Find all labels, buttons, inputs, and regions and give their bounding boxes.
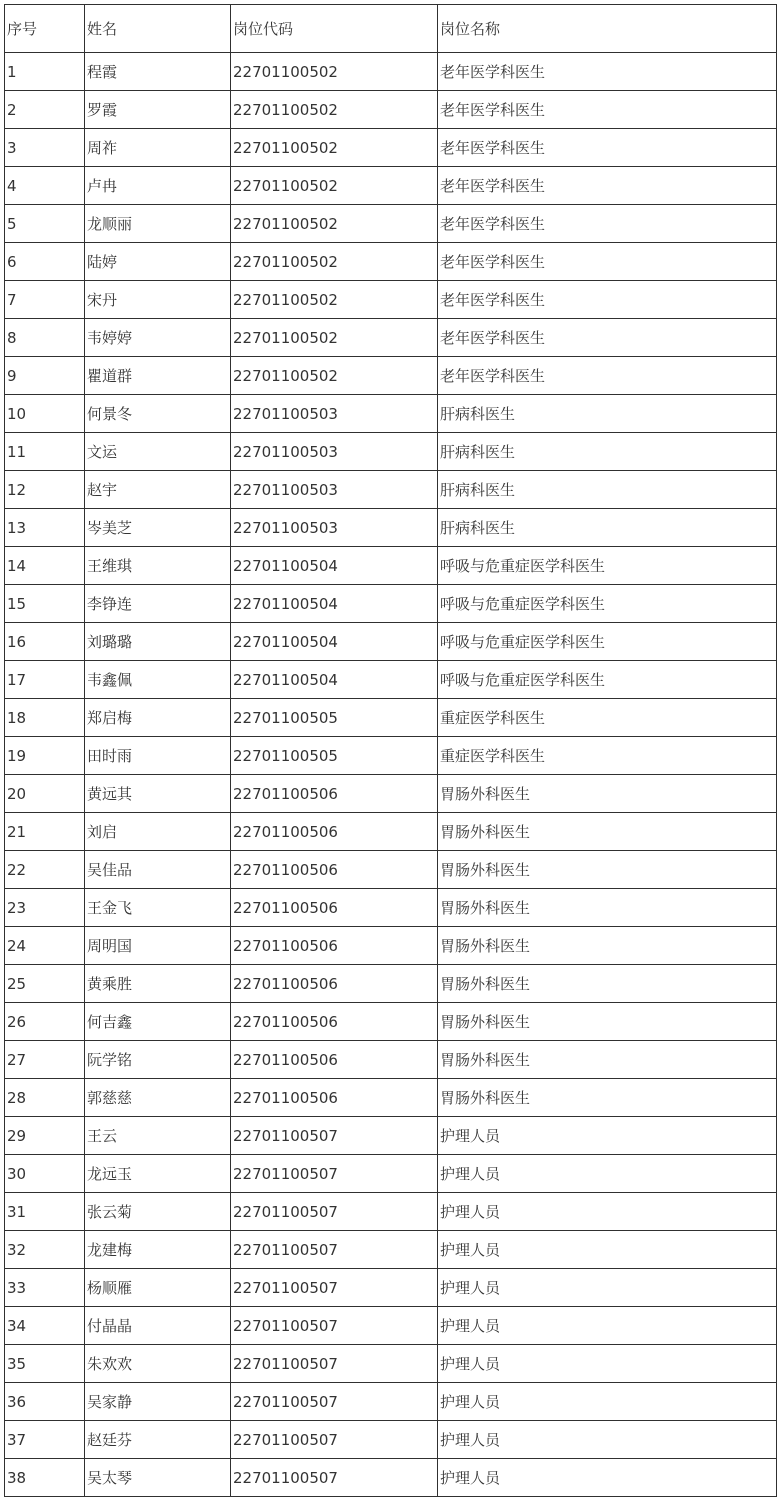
header-row: [5, 5, 777, 53]
table-cell-no: 23: [5, 889, 85, 927]
table-cell-name: 王金飞: [85, 889, 231, 927]
table-cell-title: 胃肠外科医生: [438, 775, 777, 813]
table-row: [5, 1117, 777, 1155]
table-cell-code: 22701100507: [231, 1117, 438, 1155]
table-cell-title: 胃肠外科医生: [438, 1003, 777, 1041]
table-cell-no: 21: [5, 813, 85, 851]
table-cell-no: 8: [5, 319, 85, 357]
table-cell-code: 22701100504: [231, 585, 438, 623]
table-cell-code: 22701100507: [231, 1421, 438, 1459]
table-row: [5, 471, 777, 509]
table-cell-no: 22: [5, 851, 85, 889]
table-cell-name: 韦鑫佩: [85, 661, 231, 699]
table-cell-name: 朱欢欢: [85, 1345, 231, 1383]
table-cell-title: 护理人员: [438, 1383, 777, 1421]
table-cell-title: 老年医学科医生: [438, 167, 777, 205]
table-cell-name: 程霞: [85, 53, 231, 91]
table-cell-title: 老年医学科医生: [438, 53, 777, 91]
table-row: [5, 91, 777, 129]
table-cell-name: 张云菊: [85, 1193, 231, 1231]
table-cell-code: 22701100504: [231, 547, 438, 585]
table-cell-no: 20: [5, 775, 85, 813]
table-row: [5, 1193, 777, 1231]
table-cell-code: 22701100506: [231, 813, 438, 851]
table-cell-code: 22701100507: [231, 1345, 438, 1383]
header-cell: 岗位代码: [231, 5, 438, 53]
table-row: [5, 1459, 777, 1497]
table-cell-name: 龙建梅: [85, 1231, 231, 1269]
table-cell-name: 岑美芝: [85, 509, 231, 547]
table-cell-no: 28: [5, 1079, 85, 1117]
table-row: [5, 1155, 777, 1193]
table-row: [5, 737, 777, 775]
table-cell-no: 4: [5, 167, 85, 205]
table-row: [5, 775, 777, 813]
table-cell-title: 护理人员: [438, 1117, 777, 1155]
table-cell-code: 22701100503: [231, 509, 438, 547]
table-cell-name: 瞿道群: [85, 357, 231, 395]
table-cell-name: 田时雨: [85, 737, 231, 775]
table-row: [5, 699, 777, 737]
table-cell-name: 龙远玉: [85, 1155, 231, 1193]
table-row: [5, 1345, 777, 1383]
table-cell-code: 22701100505: [231, 699, 438, 737]
table-row: [5, 927, 777, 965]
table-cell-code: 22701100506: [231, 775, 438, 813]
table-cell-title: 护理人员: [438, 1421, 777, 1459]
table-cell-title: 老年医学科医生: [438, 319, 777, 357]
table-cell-name: 刘启: [85, 813, 231, 851]
table-row: [5, 851, 777, 889]
table-cell-no: 2: [5, 91, 85, 129]
table-cell-title: 肝病科医生: [438, 509, 777, 547]
table-cell-no: 7: [5, 281, 85, 319]
table-cell-no: 10: [5, 395, 85, 433]
table-cell-title: 胃肠外科医生: [438, 851, 777, 889]
table-cell-no: 35: [5, 1345, 85, 1383]
table-cell-code: 22701100507: [231, 1307, 438, 1345]
table-row: [5, 395, 777, 433]
table-cell-title: 胃肠外科医生: [438, 927, 777, 965]
table-cell-no: 31: [5, 1193, 85, 1231]
table-cell-no: 9: [5, 357, 85, 395]
table-cell-no: 37: [5, 1421, 85, 1459]
table-cell-title: 护理人员: [438, 1345, 777, 1383]
table-cell-no: 15: [5, 585, 85, 623]
table-cell-code: 22701100502: [231, 53, 438, 91]
table-cell-code: 22701100502: [231, 243, 438, 281]
table-cell-name: 赵廷芬: [85, 1421, 231, 1459]
table-cell-name: 吴太琴: [85, 1459, 231, 1497]
table-cell-no: 26: [5, 1003, 85, 1041]
table-cell-no: 11: [5, 433, 85, 471]
table-cell-title: 胃肠外科医生: [438, 1041, 777, 1079]
table-cell-code: 22701100502: [231, 205, 438, 243]
table-cell-title: 护理人员: [438, 1193, 777, 1231]
table-row: [5, 1421, 777, 1459]
table-cell-name: 吴家静: [85, 1383, 231, 1421]
table-cell-code: 22701100505: [231, 737, 438, 775]
table-row: [5, 547, 777, 585]
header-cell: 序号: [5, 5, 85, 53]
table-cell-no: 19: [5, 737, 85, 775]
table-cell-name: 郭慈慈: [85, 1079, 231, 1117]
table-cell-name: 赵宇: [85, 471, 231, 509]
table-cell-name: 卢冉: [85, 167, 231, 205]
table-cell-name: 吴佳品: [85, 851, 231, 889]
table-cell-code: 22701100507: [231, 1155, 438, 1193]
table-cell-title: 护理人员: [438, 1307, 777, 1345]
table-cell-no: 36: [5, 1383, 85, 1421]
table-cell-name: 周明国: [85, 927, 231, 965]
table-cell-title: 胃肠外科医生: [438, 1079, 777, 1117]
table-cell-title: 呼吸与危重症医学科医生: [438, 661, 777, 699]
table-cell-code: 22701100507: [231, 1459, 438, 1497]
table-cell-no: 16: [5, 623, 85, 661]
table-cell-name: 文运: [85, 433, 231, 471]
table-cell-code: 22701100502: [231, 91, 438, 129]
table-cell-no: 14: [5, 547, 85, 585]
table-cell-no: 6: [5, 243, 85, 281]
table-cell-code: 22701100503: [231, 471, 438, 509]
table-row: [5, 1307, 777, 1345]
table-row: [5, 357, 777, 395]
table-cell-code: 22701100506: [231, 1041, 438, 1079]
table-cell-no: 30: [5, 1155, 85, 1193]
table-cell-code: 22701100507: [231, 1269, 438, 1307]
table-cell-code: 22701100506: [231, 1003, 438, 1041]
table-row: [5, 1041, 777, 1079]
table-cell-name: 王云: [85, 1117, 231, 1155]
table-cell-code: 22701100504: [231, 623, 438, 661]
table-cell-no: 27: [5, 1041, 85, 1079]
table-row: [5, 281, 777, 319]
table-cell-code: 22701100506: [231, 1079, 438, 1117]
header-cell: 岗位名称: [438, 5, 777, 53]
table-row: [5, 1079, 777, 1117]
table-cell-title: 呼吸与危重症医学科医生: [438, 585, 777, 623]
table-cell-name: 黄乘胜: [85, 965, 231, 1003]
table-row: [5, 1383, 777, 1421]
table-cell-no: 34: [5, 1307, 85, 1345]
table-cell-title: 呼吸与危重症医学科医生: [438, 547, 777, 585]
table-row: [5, 1003, 777, 1041]
table-row: [5, 433, 777, 471]
table-cell-title: 肝病科医生: [438, 395, 777, 433]
table-cell-title: 肝病科医生: [438, 433, 777, 471]
header-cell: 姓名: [85, 5, 231, 53]
table-row: [5, 813, 777, 851]
table-cell-title: 护理人员: [438, 1155, 777, 1193]
table-cell-title: 胃肠外科医生: [438, 813, 777, 851]
table-cell-no: 12: [5, 471, 85, 509]
table-cell-name: 何吉鑫: [85, 1003, 231, 1041]
table-cell-title: 重症医学科医生: [438, 737, 777, 775]
table-cell-no: 18: [5, 699, 85, 737]
table-cell-code: 22701100502: [231, 129, 438, 167]
table-cell-title: 老年医学科医生: [438, 129, 777, 167]
table-cell-code: 22701100504: [231, 661, 438, 699]
table-cell-title: 老年医学科医生: [438, 243, 777, 281]
table-cell-title: 重症医学科医生: [438, 699, 777, 737]
table-cell-title: 老年医学科医生: [438, 357, 777, 395]
table-row: [5, 585, 777, 623]
table-cell-code: 22701100503: [231, 395, 438, 433]
table-cell-title: 胃肠外科医生: [438, 889, 777, 927]
table-cell-no: 25: [5, 965, 85, 1003]
table-body: [5, 53, 777, 1497]
table-row: [5, 205, 777, 243]
table-cell-name: 韦婷婷: [85, 319, 231, 357]
table-cell-name: 罗霞: [85, 91, 231, 129]
table-header: [5, 5, 777, 53]
table-cell-code: 22701100507: [231, 1193, 438, 1231]
table-cell-name: 周祚: [85, 129, 231, 167]
table-cell-code: 22701100502: [231, 167, 438, 205]
table-cell-no: 29: [5, 1117, 85, 1155]
table-cell-name: 宋丹: [85, 281, 231, 319]
table-cell-no: 3: [5, 129, 85, 167]
table-cell-title: 护理人员: [438, 1459, 777, 1497]
table-cell-title: 肝病科医生: [438, 471, 777, 509]
table-cell-title: 护理人员: [438, 1269, 777, 1307]
table-cell-title: 老年医学科医生: [438, 205, 777, 243]
table-cell-no: 24: [5, 927, 85, 965]
table-cell-name: 李铮连: [85, 585, 231, 623]
table-cell-name: 郑启梅: [85, 699, 231, 737]
table-row: [5, 53, 777, 91]
table-cell-code: 22701100506: [231, 851, 438, 889]
table-cell-title: 老年医学科医生: [438, 281, 777, 319]
table-cell-no: 1: [5, 53, 85, 91]
table-cell-name: 刘璐璐: [85, 623, 231, 661]
table-cell-code: 22701100502: [231, 319, 438, 357]
table-row: [5, 319, 777, 357]
table-cell-code: 22701100507: [231, 1231, 438, 1269]
table-cell-name: 付晶晶: [85, 1307, 231, 1345]
table-row: [5, 623, 777, 661]
table-row: [5, 1269, 777, 1307]
table-cell-no: 5: [5, 205, 85, 243]
table-cell-name: 阮学铭: [85, 1041, 231, 1079]
table-cell-name: 黄远其: [85, 775, 231, 813]
table-cell-code: 22701100507: [231, 1383, 438, 1421]
table-cell-no: 38: [5, 1459, 85, 1497]
table-cell-title: 呼吸与危重症医学科医生: [438, 623, 777, 661]
table-row: [5, 129, 777, 167]
table-cell-code: 22701100503: [231, 433, 438, 471]
table-cell-code: 22701100506: [231, 965, 438, 1003]
table-cell-title: 胃肠外科医生: [438, 965, 777, 1003]
table-cell-name: 何景冬: [85, 395, 231, 433]
table-row: [5, 965, 777, 1003]
table-cell-name: 杨顺雁: [85, 1269, 231, 1307]
table-row: [5, 661, 777, 699]
table-row: [5, 1231, 777, 1269]
table-cell-name: 王维琪: [85, 547, 231, 585]
table-cell-title: 老年医学科医生: [438, 91, 777, 129]
table-cell-no: 33: [5, 1269, 85, 1307]
table-row: [5, 243, 777, 281]
table-cell-name: 陆婷: [85, 243, 231, 281]
table-cell-no: 17: [5, 661, 85, 699]
table-cell-code: 22701100502: [231, 281, 438, 319]
position-roster-table: [4, 4, 777, 1497]
table-row: [5, 509, 777, 547]
table-row: [5, 889, 777, 927]
table-cell-code: 22701100506: [231, 927, 438, 965]
table-cell-code: 22701100502: [231, 357, 438, 395]
table-cell-title: 护理人员: [438, 1231, 777, 1269]
table-cell-no: 13: [5, 509, 85, 547]
table-row: [5, 167, 777, 205]
table-cell-no: 32: [5, 1231, 85, 1269]
table-cell-code: 22701100506: [231, 889, 438, 927]
table-cell-name: 龙顺丽: [85, 205, 231, 243]
